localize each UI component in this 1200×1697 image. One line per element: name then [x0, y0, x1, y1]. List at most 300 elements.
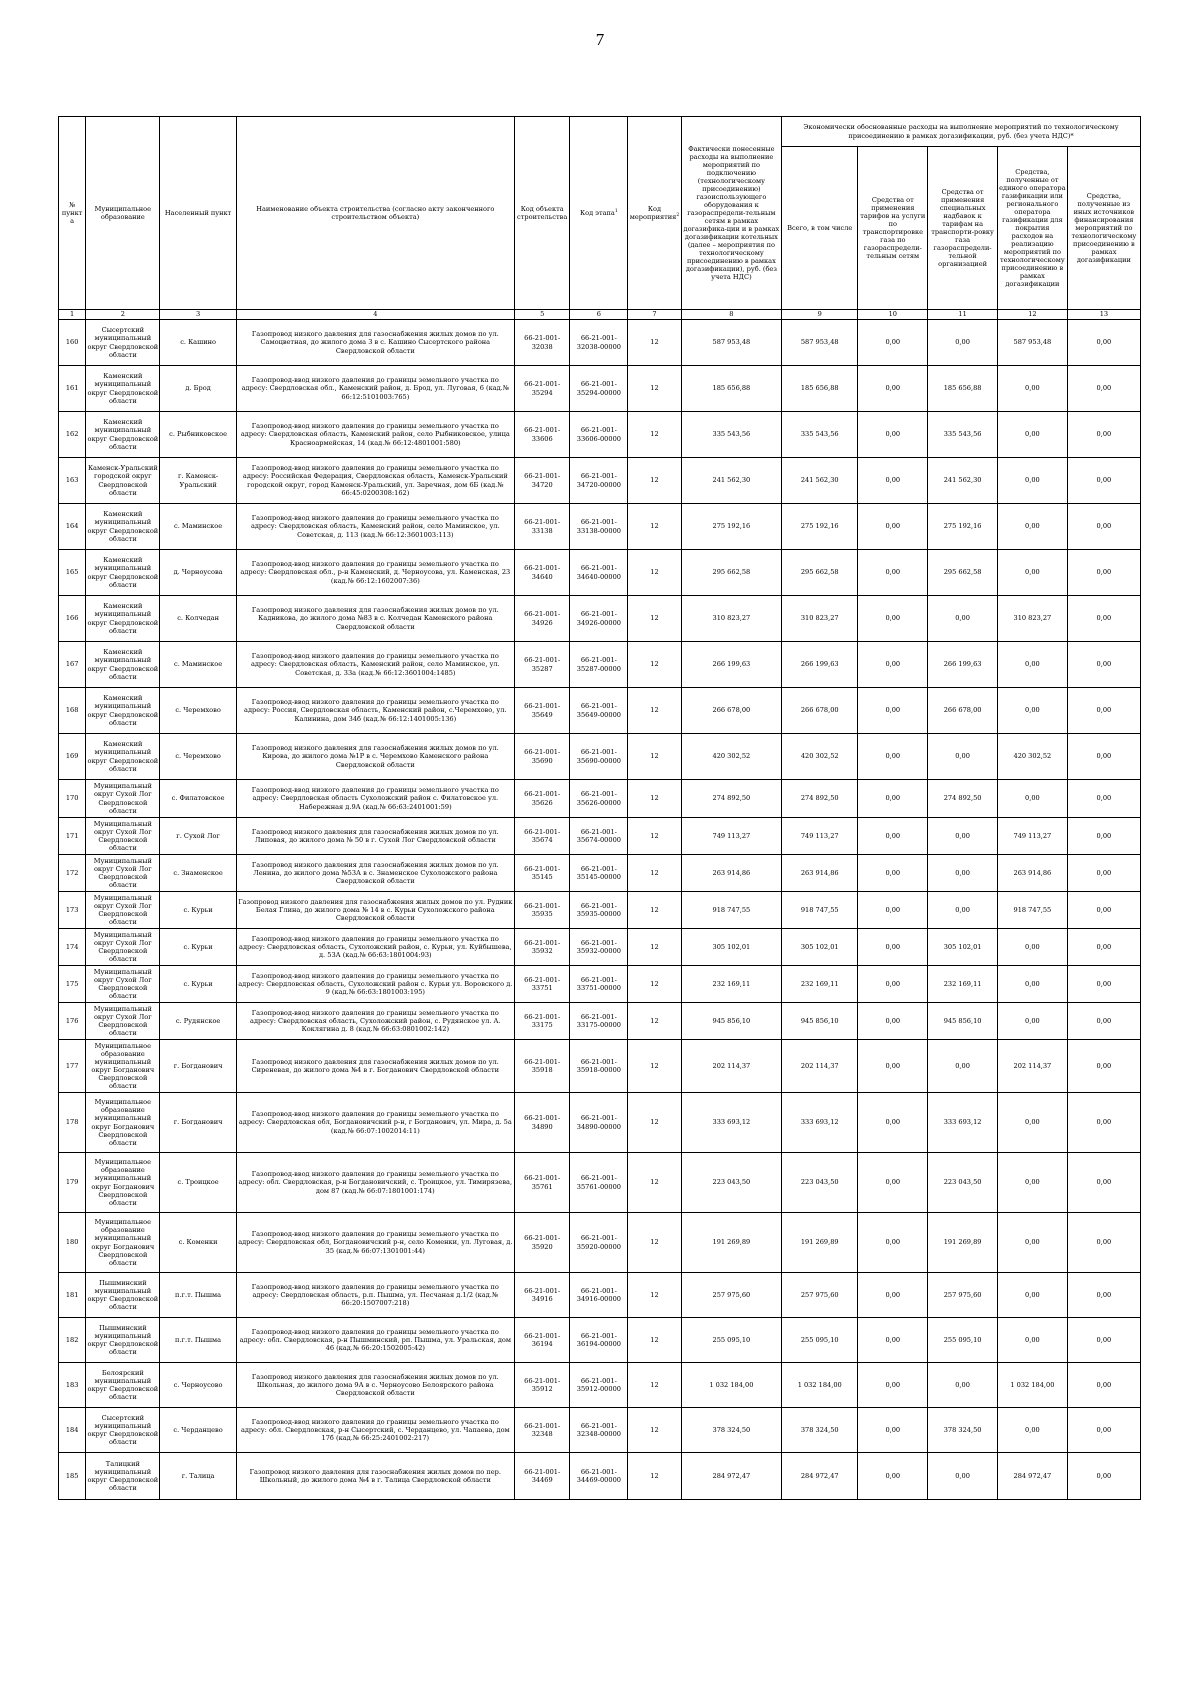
tariff-funds: 0,00 [858, 1318, 928, 1363]
total-costs: 749 113,27 [782, 818, 858, 855]
event-code: 12 [628, 855, 681, 892]
total-costs: 335 543,56 [782, 412, 858, 458]
tariff-funds: 0,00 [858, 320, 928, 366]
municipality: Каменский муниципальный округ Свердловской области [86, 642, 160, 688]
object-code: 66-21-001-33606 [514, 412, 570, 458]
table-row [59, 320, 1141, 366]
settlement: с. Маминское [160, 642, 236, 688]
stage-code: 66-21-001-35287-00000 [570, 642, 628, 688]
stage-code: 66-21-001-32038-00000 [570, 320, 628, 366]
table-row [59, 1273, 1141, 1318]
object-name: Газопровод-ввод низкого давления до границы земельного участка по адресу: Свердловская обл., р-н Каменский, д. Черноусова, ул. Каменская, 23 (кад.№ 66:12:1602007:36) [236, 550, 514, 596]
stage-code: 66-21-001-35935-00000 [570, 892, 628, 929]
other-funds: 0,00 [1067, 320, 1140, 366]
actual-costs: 1 032 184,00 [681, 1363, 781, 1408]
other-funds: 0,00 [1067, 1093, 1140, 1153]
municipality: Муниципальный округ Сухой Лог Свердловской области [86, 929, 160, 966]
column-number: 2 [86, 310, 160, 320]
total-costs: 918 747,55 [782, 892, 858, 929]
operator-funds: 0,00 [997, 929, 1067, 966]
total-costs: 587 953,48 [782, 320, 858, 366]
stage-code: 66-21-001-33751-00000 [570, 966, 628, 1003]
event-code: 12 [628, 320, 681, 366]
operator-funds: 0,00 [997, 1153, 1067, 1213]
surcharge-funds: 295 662,58 [928, 550, 998, 596]
total-costs: 266 199,63 [782, 642, 858, 688]
data-table [58, 116, 1141, 1500]
settlement: с. Маминское [160, 504, 236, 550]
object-name: Газопровод низкого давления для газоснабжения жилых домов по ул. Липовая, до жилого дома № 50 в г. Сухой Лог Свердловской области [236, 818, 514, 855]
settlement: с. Черноусово [160, 1363, 236, 1408]
tariff-funds: 0,00 [858, 1408, 928, 1453]
surcharge-funds: 0,00 [928, 1453, 998, 1500]
stage-code: 66-21-001-35649-00000 [570, 688, 628, 734]
column-number: 1 [59, 310, 86, 320]
stage-code: 66-21-001-36194-00000 [570, 1318, 628, 1363]
object-code: 66-21-001-35932 [514, 929, 570, 966]
object-name: Газопровод-ввод низкого давления до границы земельного участка по адресу: Свердловская область, Каменский район, село Рыбниковское, улица Красноармейская, 14 (кад.№ 66:12:4801001:580) [236, 412, 514, 458]
surcharge-funds: 0,00 [928, 892, 998, 929]
object-code: 66-21-001-34469 [514, 1453, 570, 1500]
stage-code: 66-21-001-35145-00000 [570, 855, 628, 892]
operator-funds: 310 823,27 [997, 596, 1067, 642]
other-funds: 0,00 [1067, 1153, 1140, 1213]
surcharge-funds: 0,00 [928, 596, 998, 642]
event-code: 12 [628, 1408, 681, 1453]
event-code: 12 [628, 688, 681, 734]
actual-costs: 202 114,37 [681, 1040, 781, 1093]
actual-costs: 284 972,47 [681, 1453, 781, 1500]
row-number: 181 [59, 1273, 86, 1318]
surcharge-funds: 335 543,56 [928, 412, 998, 458]
row-number: 172 [59, 855, 86, 892]
other-funds: 0,00 [1067, 458, 1140, 504]
settlement: с. Коменки [160, 1213, 236, 1273]
header-col-7 [628, 117, 681, 310]
surcharge-funds: 0,00 [928, 734, 998, 780]
stage-code: 66-21-001-33138-00000 [570, 504, 628, 550]
stage-code: 66-21-001-35920-00000 [570, 1213, 628, 1273]
object-name: Газопровод низкого давления для газоснабжения жилых домов по ул. Рудник Белая Глина, до жилого дома № 14 в с. Курьи Сухоложского района Свердловской области [236, 892, 514, 929]
operator-funds: 0,00 [997, 412, 1067, 458]
municipality: Муниципальный округ Сухой Лог Свердловской области [86, 1003, 160, 1040]
other-funds: 0,00 [1067, 855, 1140, 892]
table-row [59, 412, 1141, 458]
operator-funds: 420 302,52 [997, 734, 1067, 780]
event-code: 12 [628, 1273, 681, 1318]
municipality: Белоярский муниципальный округ Свердловской области [86, 1363, 160, 1408]
header-col-7-footnote: 2 [676, 212, 680, 218]
object-code: 66-21-001-34916 [514, 1273, 570, 1318]
total-costs: 378 324,50 [782, 1408, 858, 1453]
event-code: 12 [628, 550, 681, 596]
row-number: 171 [59, 818, 86, 855]
surcharge-funds: 945 856,10 [928, 1003, 998, 1040]
object-name: Газопровод низкого давления для газоснабжения жилых домов по ул. Сиреневая, до жилого дома №4 в г. Богданович Свердловской области [236, 1040, 514, 1093]
table-row [59, 929, 1141, 966]
stage-code: 66-21-001-34720-00000 [570, 458, 628, 504]
tariff-funds: 0,00 [858, 892, 928, 929]
actual-costs: 295 662,58 [681, 550, 781, 596]
municipality: Талицкий муниципальный округ Свердловской области [86, 1453, 160, 1500]
actual-costs: 310 823,27 [681, 596, 781, 642]
settlement: с. Знаменское [160, 855, 236, 892]
stage-code: 66-21-001-35674-00000 [570, 818, 628, 855]
municipality: Муниципальный округ Сухой Лог Свердловской области [86, 818, 160, 855]
column-number: 12 [997, 310, 1067, 320]
settlement: г. Талица [160, 1453, 236, 1500]
object-code: 66-21-001-34926 [514, 596, 570, 642]
tariff-funds: 0,00 [858, 734, 928, 780]
stage-code: 66-21-001-34640-00000 [570, 550, 628, 596]
operator-funds: 0,00 [997, 966, 1067, 1003]
other-funds: 0,00 [1067, 734, 1140, 780]
settlement: с. Кашино [160, 320, 236, 366]
actual-costs: 232 169,11 [681, 966, 781, 1003]
other-funds: 0,00 [1067, 1003, 1140, 1040]
surcharge-funds: 333 693,12 [928, 1093, 998, 1153]
object-code: 66-21-001-35287 [514, 642, 570, 688]
settlement: д. Брод [160, 366, 236, 412]
operator-funds: 1 032 184,00 [997, 1363, 1067, 1408]
surcharge-funds: 378 324,50 [928, 1408, 998, 1453]
object-code: 66-21-001-35935 [514, 892, 570, 929]
header-col-7-label: Код мероприятия [629, 204, 677, 222]
event-code: 12 [628, 1318, 681, 1363]
header-col-13: Средства, полученные из иных источников финансирования мероприятий по технологическому присоединению в рамках догазификации [1067, 147, 1140, 310]
event-code: 12 [628, 458, 681, 504]
row-number: 160 [59, 320, 86, 366]
table-row [59, 688, 1141, 734]
settlement: с. Колчедан [160, 596, 236, 642]
total-costs: 266 678,00 [782, 688, 858, 734]
tariff-funds: 0,00 [858, 966, 928, 1003]
settlement: г. Сухой Лог [160, 818, 236, 855]
stage-code: 66-21-001-34890-00000 [570, 1093, 628, 1153]
table-row [59, 1408, 1141, 1453]
table-row [59, 1453, 1141, 1500]
municipality: Муниципальный округ Сухой Лог Свердловской области [86, 780, 160, 818]
row-number: 180 [59, 1213, 86, 1273]
header-col-2: Муниципальное образование [86, 117, 160, 310]
object-code: 66-21-001-33175 [514, 1003, 570, 1040]
row-number: 163 [59, 458, 86, 504]
event-code: 12 [628, 412, 681, 458]
row-number: 165 [59, 550, 86, 596]
operator-funds: 0,00 [997, 1213, 1067, 1273]
object-code: 66-21-001-33751 [514, 966, 570, 1003]
settlement: с. Курьи [160, 929, 236, 966]
header-col-5: Код объекта строительства [514, 117, 570, 310]
total-costs: 185 656,88 [782, 366, 858, 412]
event-code: 12 [628, 1003, 681, 1040]
tariff-funds: 0,00 [858, 929, 928, 966]
column-number: 9 [782, 310, 858, 320]
column-number: 5 [514, 310, 570, 320]
settlement: г. Богданович [160, 1093, 236, 1153]
tariff-funds: 0,00 [858, 458, 928, 504]
table-row [59, 550, 1141, 596]
table-row [59, 855, 1141, 892]
header-col-8: Фактически понесенные расходы на выполнение мероприятий по подключению (технологическому присоединению) газоиспользующего оборудования к газораспредели-тельным сетям в рамках догазифика-ции и в рамках догазификации котельных (далее – мероприятия по технологическому присоединению в рамках догазификации), руб. (без учета НДС) [681, 117, 781, 310]
other-funds: 0,00 [1067, 929, 1140, 966]
object-code: 66-21-001-34890 [514, 1093, 570, 1153]
table-row [59, 818, 1141, 855]
municipality: Сысертский муниципальный округ Свердловской области [86, 1408, 160, 1453]
object-name: Газопровод-ввод низкого давления до границы земельного участка по адресу: Свердловская область, Каменский район, село Маминское, ул. Советская, д. 33а (кад.№ 66:12:3601004:1485) [236, 642, 514, 688]
tariff-funds: 0,00 [858, 1003, 928, 1040]
header-col-6-footnote: 1 [614, 208, 618, 214]
table-row [59, 734, 1141, 780]
object-code: 66-21-001-35674 [514, 818, 570, 855]
settlement: д. Черноусова [160, 550, 236, 596]
actual-costs: 241 562,30 [681, 458, 781, 504]
column-number: 6 [570, 310, 628, 320]
operator-funds: 202 114,37 [997, 1040, 1067, 1093]
operator-funds: 263 914,86 [997, 855, 1067, 892]
row-number: 170 [59, 780, 86, 818]
event-code: 12 [628, 892, 681, 929]
tariff-funds: 0,00 [858, 550, 928, 596]
event-code: 12 [628, 734, 681, 780]
tariff-funds: 0,00 [858, 818, 928, 855]
stage-code: 66-21-001-34916-00000 [570, 1273, 628, 1318]
municipality: Муниципальный округ Сухой Лог Свердловской области [86, 966, 160, 1003]
actual-costs: 223 043,50 [681, 1153, 781, 1213]
total-costs: 420 302,52 [782, 734, 858, 780]
table-row [59, 1363, 1141, 1408]
header-col-11: Средства от применения специальных надбавок к тарифам на транспорти-ровку газа газораспредели-тельной организацией [928, 147, 998, 310]
municipality: Каменский муниципальный округ Свердловской области [86, 366, 160, 412]
header-col-1: № пункта [59, 117, 86, 310]
object-name: Газопровод-ввод низкого давления до границы земельного участка по адресу: Свердловская обл, Богдановичский р-н, село Коменки, ул. Луговая, д. 35 (кад.№ 66:07:1301001:44) [236, 1213, 514, 1273]
operator-funds: 0,00 [997, 642, 1067, 688]
row-number: 178 [59, 1093, 86, 1153]
table-row [59, 780, 1141, 818]
surcharge-funds: 266 678,00 [928, 688, 998, 734]
column-number: 10 [858, 310, 928, 320]
other-funds: 0,00 [1067, 1318, 1140, 1363]
municipality: Муниципальное образование муниципальный округ Богданович Свердловской области [86, 1093, 160, 1153]
event-code: 12 [628, 1040, 681, 1093]
surcharge-funds: 223 043,50 [928, 1153, 998, 1213]
actual-costs: 918 747,55 [681, 892, 781, 929]
operator-funds: 0,00 [997, 366, 1067, 412]
header-col-6-label: Код этапа [580, 209, 615, 218]
tariff-funds: 0,00 [858, 1363, 928, 1408]
actual-costs: 266 199,63 [681, 642, 781, 688]
tariff-funds: 0,00 [858, 642, 928, 688]
row-number: 185 [59, 1453, 86, 1500]
municipality: Пышминский муниципальный округ Свердловской области [86, 1273, 160, 1318]
row-number: 184 [59, 1408, 86, 1453]
object-name: Газопровод-ввод низкого давления до границы земельного участка по адресу: Свердловская область, Сухоложский район, с. Рудянское ул. А. Коклягина д. 8 (кад.№ 66:63:0801002:142) [236, 1003, 514, 1040]
row-number: 176 [59, 1003, 86, 1040]
operator-funds: 0,00 [997, 458, 1067, 504]
other-funds: 0,00 [1067, 412, 1140, 458]
other-funds: 0,00 [1067, 1040, 1140, 1093]
other-funds: 0,00 [1067, 550, 1140, 596]
stage-code: 66-21-001-35918-00000 [570, 1040, 628, 1093]
stage-code: 66-21-001-35690-00000 [570, 734, 628, 780]
total-costs: 241 562,30 [782, 458, 858, 504]
object-name: Газопровод-ввод низкого давления до границы земельного участка по адресу: Российская Федерация, Свердловская область, Каменск-Уральский городской округ, город Каменск-Уральский, ул. Заречная, дом 6Б (кад.№ 66:45:0200308:162) [236, 458, 514, 504]
municipality: Пышминский муниципальный округ Свердловской области [86, 1318, 160, 1363]
settlement: с. Троицкое [160, 1153, 236, 1213]
total-costs: 305 102,01 [782, 929, 858, 966]
object-name: Газопровод-ввод низкого давления до границы земельного участка по адресу: Свердловская обл., Каменский район, д. Брод, ул. Луговая, 6 (кад.№ 66:12:5101003:765) [236, 366, 514, 412]
settlement: с. Черданцево [160, 1408, 236, 1453]
object-code: 66-21-001-35649 [514, 688, 570, 734]
object-name: Газопровод низкого давления для газоснабжения жилых домов по ул. Ленина, до жилого дома №53А в с. Знаменское Сухоложского района Свердловской области [236, 855, 514, 892]
column-number: 11 [928, 310, 998, 320]
other-funds: 0,00 [1067, 780, 1140, 818]
page-number: 7 [595, 30, 605, 49]
tariff-funds: 0,00 [858, 366, 928, 412]
other-funds: 0,00 [1067, 1213, 1140, 1273]
object-name: Газопровод-ввод низкого давления до границы земельного участка по адресу: Свердловская область, Сухоложский район с. Курьи ул. Воровского д. 9 (кад.№ 66:63:1801003:195) [236, 966, 514, 1003]
object-code: 66-21-001-33138 [514, 504, 570, 550]
row-number: 183 [59, 1363, 86, 1408]
settlement: п.г.т. Пышма [160, 1318, 236, 1363]
settlement: г. Богданович [160, 1040, 236, 1093]
other-funds: 0,00 [1067, 1273, 1140, 1318]
other-funds: 0,00 [1067, 892, 1140, 929]
object-name: Газопровод низкого давления для газоснабжения жилых домов по ул. Самоцветная, до жилого дома 3 в с. Кашино Сысертского района Свердловской области [236, 320, 514, 366]
object-name: Газопровод-ввод низкого давления до границы земельного участка по адресу: обл. Свердловская, р-н Богдановичский, с. Троицкое, ул. Тимирязева, дом 87 (кад.№ 66:07:1801001:174) [236, 1153, 514, 1213]
municipality: Каменский муниципальный округ Свердловской области [86, 504, 160, 550]
other-funds: 0,00 [1067, 642, 1140, 688]
total-costs: 295 662,58 [782, 550, 858, 596]
total-costs: 1 032 184,00 [782, 1363, 858, 1408]
actual-costs: 749 113,27 [681, 818, 781, 855]
event-code: 12 [628, 818, 681, 855]
tariff-funds: 0,00 [858, 596, 928, 642]
object-name: Газопровод-ввод низкого давления до границы земельного участка по адресу: Свердловская область, Каменский район, село Маминское, ул. Советская, д. 113 (кад.№ 66:12:3601003:113) [236, 504, 514, 550]
municipality: Каменский муниципальный округ Свердловской области [86, 596, 160, 642]
object-name: Газопровод низкого давления для газоснабжения жилых домов по ул. Кадникова, до жилого дома №83 в с. Колчедан Каменского района Свердловской области [236, 596, 514, 642]
event-code: 12 [628, 366, 681, 412]
event-code: 12 [628, 596, 681, 642]
surcharge-funds: 305 102,01 [928, 929, 998, 966]
stage-code: 66-21-001-35761-00000 [570, 1153, 628, 1213]
other-funds: 0,00 [1067, 966, 1140, 1003]
event-code: 12 [628, 780, 681, 818]
surcharge-funds: 191 269,89 [928, 1213, 998, 1273]
table-row [59, 504, 1141, 550]
row-number: 161 [59, 366, 86, 412]
municipality: Каменский муниципальный округ Свердловской области [86, 734, 160, 780]
object-code: 66-21-001-35920 [514, 1213, 570, 1273]
actual-costs: 420 302,52 [681, 734, 781, 780]
actual-costs: 185 656,88 [681, 366, 781, 412]
total-costs: 191 269,89 [782, 1213, 858, 1273]
municipality: Каменский муниципальный округ Свердловской области [86, 688, 160, 734]
operator-funds: 0,00 [997, 1318, 1067, 1363]
object-code: 66-21-001-35912 [514, 1363, 570, 1408]
column-number: 13 [1067, 310, 1140, 320]
total-costs: 284 972,47 [782, 1453, 858, 1500]
row-number: 173 [59, 892, 86, 929]
other-funds: 0,00 [1067, 688, 1140, 734]
settlement: с. Курьи [160, 892, 236, 929]
tariff-funds: 0,00 [858, 1153, 928, 1213]
object-code: 66-21-001-32348 [514, 1408, 570, 1453]
other-funds: 0,00 [1067, 596, 1140, 642]
actual-costs: 333 693,12 [681, 1093, 781, 1153]
operator-funds: 0,00 [997, 1093, 1067, 1153]
settlement: с. Курьи [160, 966, 236, 1003]
other-funds: 0,00 [1067, 366, 1140, 412]
surcharge-funds: 257 975,60 [928, 1273, 998, 1318]
object-name: Газопровод-ввод низкого давления до границы земельного участка по адресу: Свердловская область Сухоложский район с. Филатовское ул. Набережная д.9А (кад.№ 66:63:2401001:59) [236, 780, 514, 818]
header-col-12: Средства, полученные от единого оператора газификации или регионального оператора газификации для покрытия расходов на реализацию мероприятий по технологическому присоединению в рамках догазификации [997, 147, 1067, 310]
tariff-funds: 0,00 [858, 504, 928, 550]
municipality: Каменск-Уральский городской округ Свердловской области [86, 458, 160, 504]
event-code: 12 [628, 642, 681, 688]
object-code: 66-21-001-35761 [514, 1153, 570, 1213]
row-number: 174 [59, 929, 86, 966]
operator-funds: 0,00 [997, 780, 1067, 818]
settlement: с. Черемхово [160, 688, 236, 734]
total-costs: 232 169,11 [782, 966, 858, 1003]
event-code: 12 [628, 966, 681, 1003]
object-name: Газопровод-ввод низкого давления до границы земельного участка по адресу: Свердловская обл, Богдановичский р-н, г Богданович, ул. Мира, д. 5а (кад.№ 66:07:1002014:11) [236, 1093, 514, 1153]
settlement: с. Рыбниковское [160, 412, 236, 458]
event-code: 12 [628, 1363, 681, 1408]
object-name: Газопровод-ввод низкого давления до границы земельного участка по адресу: Свердловская область, р.п. Пышма, ул. Песчаная д.1/2 (кад.№ 66:20:1507007:218) [236, 1273, 514, 1318]
object-code: 66-21-001-35918 [514, 1040, 570, 1093]
actual-costs: 378 324,50 [681, 1408, 781, 1453]
actual-costs: 257 975,60 [681, 1273, 781, 1318]
operator-funds: 0,00 [997, 1408, 1067, 1453]
table-row [59, 642, 1141, 688]
object-name: Газопровод низкого давления для газоснабжения жилых домов по ул. Кирова, до жилого дома №1Р в с. Черемхово Каменского района Свердловской области [236, 734, 514, 780]
other-funds: 0,00 [1067, 1453, 1140, 1500]
stage-code: 66-21-001-34469-00000 [570, 1453, 628, 1500]
total-costs: 223 043,50 [782, 1153, 858, 1213]
tariff-funds: 0,00 [858, 855, 928, 892]
other-funds: 0,00 [1067, 504, 1140, 550]
column-number: 3 [160, 310, 236, 320]
operator-funds: 0,00 [997, 1273, 1067, 1318]
settlement: с. Филатовское [160, 780, 236, 818]
object-name: Газопровод низкого давления для газоснабжения жилых домов по пер. Школьный, до жилого дома №4 в г. Талица Свердловской области [236, 1453, 514, 1500]
total-costs: 263 914,86 [782, 855, 858, 892]
table-row [59, 458, 1141, 504]
object-code: 66-21-001-34640 [514, 550, 570, 596]
stage-code: 66-21-001-34926-00000 [570, 596, 628, 642]
object-code: 66-21-001-32038 [514, 320, 570, 366]
object-code: 66-21-001-35690 [514, 734, 570, 780]
municipality: Каменский муниципальный округ Свердловской области [86, 550, 160, 596]
header-col-10: Средства от применения тарифов на услуги по транспортировке газа по газораспредели-тельным сетям [858, 147, 928, 310]
table-body [59, 320, 1141, 1500]
event-code: 12 [628, 504, 681, 550]
column-number: 7 [628, 310, 681, 320]
row-number: 164 [59, 504, 86, 550]
column-number: 4 [236, 310, 514, 320]
tariff-funds: 0,00 [858, 412, 928, 458]
municipality: Муниципальное образование муниципальный округ Богданович Свердловской области [86, 1213, 160, 1273]
stage-code: 66-21-001-35626-00000 [570, 780, 628, 818]
total-costs: 945 856,10 [782, 1003, 858, 1040]
table-header [59, 117, 1141, 320]
object-code: 66-21-001-36194 [514, 1318, 570, 1363]
event-code: 12 [628, 1093, 681, 1153]
table-row [59, 1318, 1141, 1363]
actual-costs: 274 892,50 [681, 780, 781, 818]
